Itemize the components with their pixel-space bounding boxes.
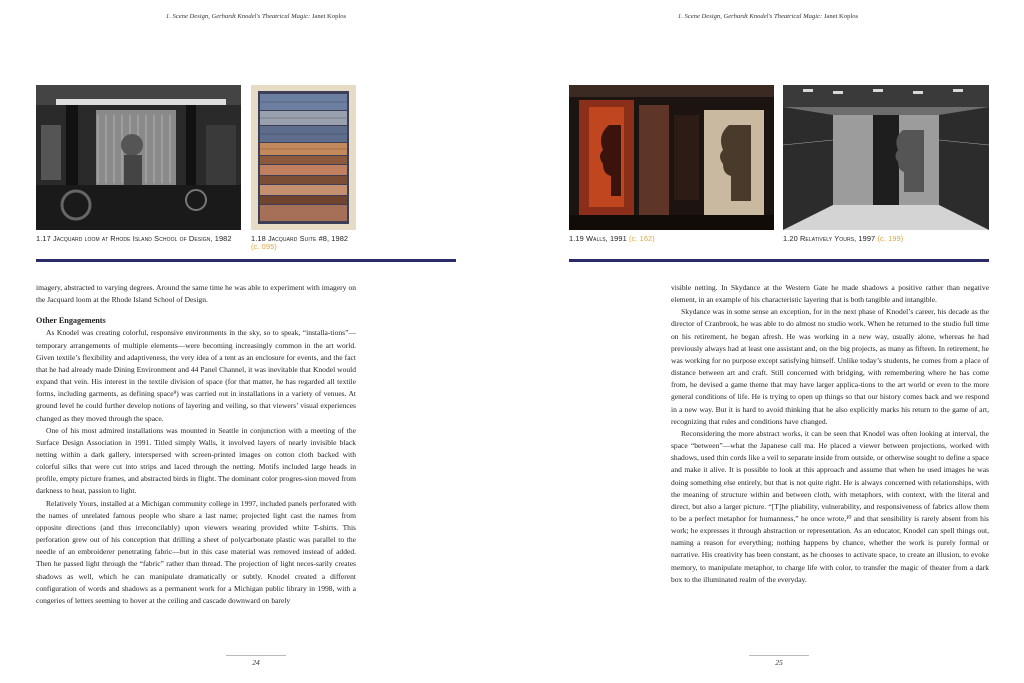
section-heading: Other Engagements <box>36 316 106 326</box>
caption-fig-1-17: 1.17 Jacquard loom at Rhode Island School of Design, 1982 <box>36 234 232 243</box>
body-text-left <box>36 282 356 607</box>
page-number-right: 25 <box>749 655 809 667</box>
paragraph: As Knodel was creating colorful, responsive environments in the sky, so to speak, “installa-tions”—temporary arrangements of multiple elements—were becoming increasingly common in the art world. Given textile’s flexibility and adaptiveness, the very idea of a tent as an enclosure for events, and the fact that he had already made Dining Environment and 44 Panel Channel, it was inevitable that Knodel would expand that vein. His interest in the textile division of space (for that matter, he has regarded all textile forms, including garments, as defining space⁹) was carried out in installations in a variety of venues. At ground level he could further develop notions of layering and veiling, so that viewers’ visual experiences changed as they moved through the space. <box>36 328 356 423</box>
paragraph: imagery, abstracted to varying degrees. Around the same time he was able to experiment with imagery on the Jacquard loom at the Rhode Island School of Design. <box>36 283 356 305</box>
walls-installation-image <box>569 85 774 230</box>
section-divider-left <box>36 259 456 262</box>
paragraph: visible netting. In Skydance at the Western Gate he made shadows a positive rather than negative element, in an example of his characteristic layering that is both tangible and intangible. <box>671 283 989 305</box>
page-number-left: 24 <box>226 655 286 667</box>
caption-fig-1-18: 1.18 Jacquard Suite #8, 1982 (c. 095) <box>251 234 349 252</box>
figure-jacquard-loom-photo <box>36 85 241 230</box>
relatively-yours-image <box>783 85 989 230</box>
caption-fig-1-19: 1.19 Walls, 1991 (c. 162) <box>569 234 655 243</box>
paragraph: Relatively Yours, installed at a Michigan community college in 1997, included panels perforated with the names of unrelated famous people who share a last name; projected light cast the names from opposite directions (and thus irreconcilably) upon viewers wearing provided white T-shirts. This perforation grew out of his conception that drilling a sheet of polycarbonate plastic was parallel to the needle of an embroiderer penetrating fabric—but in this case material was removed instead of added. Then he passed light through the “fabric” rather than thread. The projection of light neces-sarily creates shadows as well, which he can manipulate dramatically or subtly. Knodel created a different configuration of words and shadows as a permanent work for a Michigan public library in 1998, with a congeries of letters seeming to hover at the ceiling and cascade downward on barely <box>36 498 356 605</box>
figure-relatively-yours-photo <box>783 85 989 230</box>
paragraph: One of his most admired installations was mounted in Seattle in conjunction with a meeting of the Surface Design Association in 1991. Titled simply Walls, it involved layers of nearly invisible black netting within a dark gallery, interspersed with screen-printed images on cotton cloth backed with colorful silks that were cut into strips and laced through the netting. Motifs included large heads in profile, empty picture frames, and abstracted birds in flight. The dominant color progres-sion moved from darkness to heat, passion to light. <box>36 425 356 496</box>
paragraph: Skydance was in some sense an exception, for in the next phase of Knodel’s career, his decade as the director of Cranbrook, he was able to do almost no studio work. When he returned to the studio full time on his retirement, he began afresh. He was working in a new way, usually alone, whereas he had previously always had at least one assistant and, on the big projects, as many as fifteen. In retirement, he was working for no purpose except satisfying himself. Unlike today’s students, he comes from a place of distance between art and craft. Still concerned with bridging, with remembering where he has come from, he devised a game theme that may have larger applica-tions to the art world or even to the more general conditions of life. He is trying to open up things so that our history comes back and we respond in a new way. But it is hard to avoid thinking that he also explicitly marks his return to the game of art, recognizing that rules and conditions have changed. <box>671 307 989 426</box>
paragraph: Reconsidering the more abstract works, it can be seen that Knodel was often looking at interval, the space “between”—what the Japanese call ma. He placed a viewer between projections, worked with shadows, used thin cords like a veil to separate inside from outside, or otherwise sought to define a space and make it alive. It is possible to look at this approach and assume that when he used images he was doing something else entirely, but that is not quite right. He is always concerned with relationships, with the meaning of structure within and between cloth, with metaphors, with context, with the literal and direct, but also a larger picture. “[T]he pliability, vulnerability, and responsiveness of fabrics allow them to be a perfect metaphor for humanness,” he once wrote,¹⁰ and that sensibility is rarely absent from his work; he expresses it through abstraction or representation. As an educator, Knodel can spell things out, naming a reason for everything; nothing happens by chance, whether the work is purely formal or narrative. His creativity has been constant, as he chooses to activate space, to create an illusion, to evoke memory, to manipulate metaphor, to charge life with color, to transfer the magic of theater from a dark box to the illuminated realm of the everyday. <box>671 428 989 584</box>
jacquard-suite-image <box>251 85 356 230</box>
caption-fig-1-20: 1.20 Relatively Yours, 1997 (c. 199) <box>783 234 904 243</box>
right-page <box>512 0 1024 683</box>
figure-walls-photo <box>569 85 774 230</box>
body-text-right <box>671 282 989 586</box>
running-head-right: 1. Scene Design, Gerhardt Knodel's Theatrical Magic: Janet Koplos <box>677 13 859 20</box>
running-head-left: 1. Scene Design, Gerhardt Knodel's Theatrical Magic: Janet Koplos <box>165 13 347 20</box>
jacquard-loom-image <box>36 85 241 230</box>
figure-jacquard-suite-photo <box>251 85 356 230</box>
section-divider-right <box>569 259 989 262</box>
